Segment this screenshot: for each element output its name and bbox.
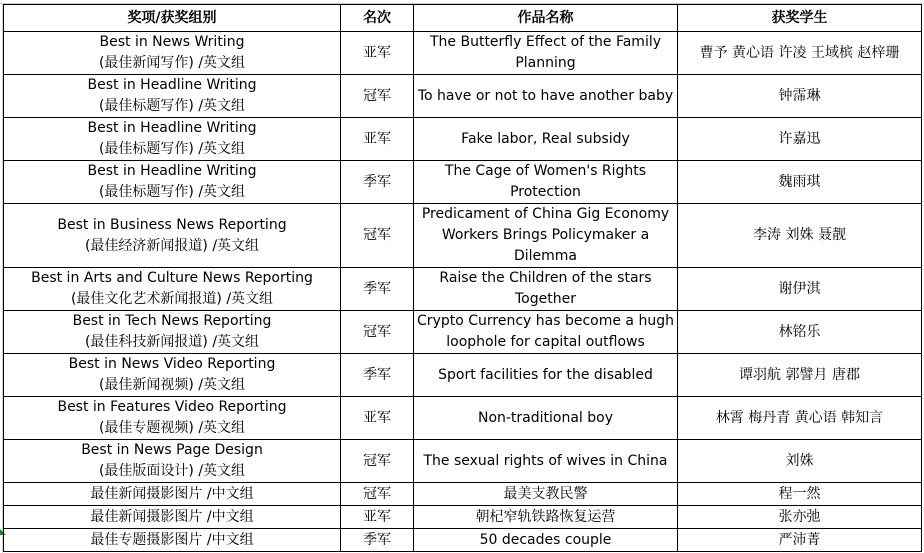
award-en: Best in Features Video Reporting [57, 399, 287, 415]
rank-cell[interactable]: 亚军 [341, 397, 414, 440]
rank-cell[interactable]: 亚军 [341, 506, 414, 529]
award-en: Best in Headline Writing [87, 120, 257, 136]
award-cell[interactable] [4, 204, 341, 268]
rank-cell[interactable]: 季军 [341, 161, 414, 204]
award-en: Best in Business News Reporting [57, 216, 287, 233]
table-row [4, 268, 922, 311]
students-cell[interactable]: 许嘉迅 [678, 118, 922, 161]
spreadsheet [3, 4, 921, 551]
table-row [4, 311, 922, 354]
award-en: Best in Headline Writing [87, 77, 257, 93]
title-cell[interactable]: To have or not to have another baby [414, 75, 678, 118]
header-rank[interactable]: 名次 [341, 5, 414, 32]
award-en: Best in News Page Design [81, 442, 263, 458]
title-cell[interactable]: The Butterfly Effect of the Family Planning [414, 32, 678, 75]
title-cell[interactable]: 朝杞窄轨铁路恢复运营 [414, 506, 678, 529]
award-zh: (最佳标题写作) /英文组 [98, 98, 246, 114]
students-cell[interactable]: 林霄 梅丹青 黄心语 韩知言 [678, 397, 922, 440]
table-row [4, 529, 922, 552]
award-cell[interactable] [4, 75, 341, 118]
students-cell[interactable]: 刘姝 [678, 440, 922, 483]
award-en: Best in News Video Reporting [68, 356, 276, 372]
rank-cell[interactable]: 亚军 [341, 32, 414, 75]
title-cell[interactable]: Raise the Children of the stars Together [414, 268, 678, 311]
table-row [4, 75, 922, 118]
award-cell[interactable] [4, 118, 341, 161]
table-row [4, 204, 922, 268]
title-cell[interactable]: The Cage of Women's Rights Protection [414, 161, 678, 204]
award-zh: (最佳新闻视频) /英文组 [98, 377, 246, 393]
rank-cell[interactable]: 冠军 [341, 483, 414, 506]
students-cell[interactable]: 魏雨琪 [678, 161, 922, 204]
award-cell[interactable] [4, 268, 341, 311]
award-zh: (最佳新闻写作) /英文组 [98, 55, 246, 71]
students-cell[interactable]: 林铭乐 [678, 311, 922, 354]
students-cell[interactable]: 曹予 黄心语 许凌 王域槟 赵梓珊 [678, 32, 922, 75]
students-cell[interactable]: 钟霈琳 [678, 75, 922, 118]
award-cell[interactable] [4, 311, 341, 354]
table-row [4, 440, 922, 483]
students-cell[interactable]: 谢伊淇 [678, 268, 922, 311]
rank-cell[interactable]: 亚军 [341, 118, 414, 161]
award-zh: (最佳版面设计) /英文组 [98, 463, 246, 479]
title-cell[interactable]: Predicament of China Gig Economy Workers Brings Policymaker a Dilemma [414, 204, 678, 268]
title-cell[interactable]: Fake labor, Real subsidy [414, 118, 678, 161]
title-cell[interactable]: Non-traditional boy [414, 397, 678, 440]
title-cell[interactable]: 50 decades couple [414, 529, 678, 552]
rank-cell[interactable]: 季军 [341, 268, 414, 311]
rank-cell[interactable]: 冠军 [341, 75, 414, 118]
award-en: Best in Headline Writing [87, 163, 257, 179]
title-cell[interactable]: Crypto Currency has become a hugh loophole for capital outflows [414, 311, 678, 354]
table-row [4, 354, 922, 397]
table-row [4, 506, 922, 529]
students-cell[interactable]: 谭羽航 郭譬月 唐郡 [678, 354, 922, 397]
header-students[interactable]: 获奖学生 [678, 5, 922, 32]
students-cell[interactable]: 严沛菁 [678, 529, 922, 552]
award-cell[interactable] [4, 32, 341, 75]
award-cell[interactable] [4, 354, 341, 397]
rank-cell[interactable]: 冠军 [341, 440, 414, 483]
award-cell[interactable] [4, 440, 341, 483]
students-cell[interactable]: 程一然 [678, 483, 922, 506]
award-cell[interactable]: 最佳新闻摄影图片 /中文组 [4, 506, 341, 529]
award-zh: (最佳标题写作) /英文组 [98, 184, 246, 200]
award-cell[interactable]: 最佳新闻摄影图片 /中文组 [4, 483, 341, 506]
award-zh: (最佳标题写作) /英文组 [98, 141, 246, 157]
table-row [4, 32, 922, 75]
award-en: Best in News Writing [99, 34, 245, 50]
students-cell[interactable]: 李涛 刘姝 聂靓 [678, 204, 922, 268]
title-cell[interactable]: 最美支教民警 [414, 483, 678, 506]
award-cell[interactable] [4, 397, 341, 440]
rank-cell[interactable]: 季军 [341, 354, 414, 397]
award-cell[interactable] [4, 161, 341, 204]
award-en: Best in Arts and Culture News Reporting [31, 270, 313, 286]
table-row [4, 118, 922, 161]
table-row [4, 483, 922, 506]
table-row [4, 161, 922, 204]
header-row [4, 5, 922, 32]
header-title[interactable]: 作品名称 [414, 5, 678, 32]
title-cell[interactable]: Sport facilities for the disabled [414, 354, 678, 397]
awards-table [3, 4, 922, 552]
rank-cell[interactable]: 季军 [341, 529, 414, 552]
award-cell[interactable]: 最佳专题摄影图片 /中文组 [4, 529, 341, 552]
title-cell[interactable]: The sexual rights of wives in China [414, 440, 678, 483]
rank-cell[interactable]: 冠军 [341, 204, 414, 268]
header-award[interactable]: 奖项/获奖组别 [4, 5, 341, 32]
students-cell[interactable]: 张亦弛 [678, 506, 922, 529]
award-en: Best in Tech News Reporting [72, 313, 272, 329]
award-zh: (最佳经济新闻报道) /英文组 [84, 237, 260, 254]
table-row [4, 397, 922, 440]
award-zh: (最佳文化艺术新闻报道) /英文组 [70, 291, 274, 307]
rank-cell[interactable]: 冠军 [341, 311, 414, 354]
award-zh: (最佳专题视频) /英文组 [98, 420, 246, 436]
award-zh: (最佳科技新闻报道) /英文组 [84, 334, 260, 350]
